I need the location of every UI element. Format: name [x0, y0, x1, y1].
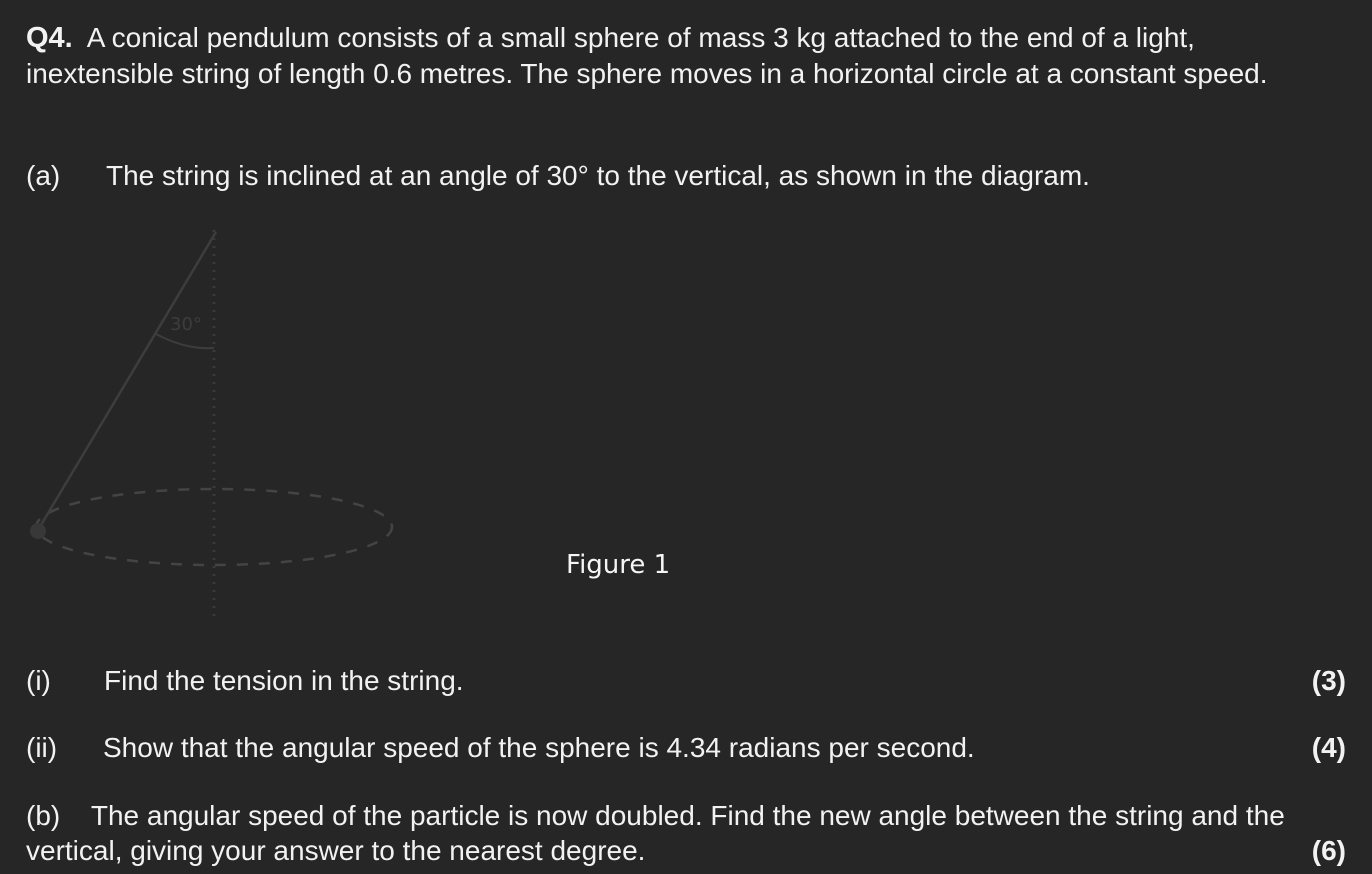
part-a-text: The string is inclined at an angle of 30° to the vertical, as shown in the diagram. [106, 160, 1090, 191]
angle-label: 30° [170, 314, 202, 335]
part-ii-text: Show that the angular speed of the sphere is 4.34 radians per second. [103, 732, 975, 763]
part-ii [26, 730, 975, 765]
pendulum-svg [26, 222, 406, 622]
part-i-marks: (3) [1311, 665, 1346, 696]
part-i-label: (i) [26, 665, 51, 696]
part-b [26, 798, 1346, 868]
pendulum-sphere [30, 523, 46, 539]
pendulum-string [38, 232, 216, 530]
part-a [26, 158, 1090, 193]
part-ii-marks: (4) [1311, 732, 1346, 763]
part-b-text: The angular speed of the particle is now doubled. Find the new angle between the string and the vertical, giving your answer to the nearest degree. [26, 800, 1285, 866]
part-a-label: (a) [26, 160, 61, 191]
figure-caption: Figure 1 [566, 550, 671, 580]
part-b-label: (b) [26, 800, 61, 831]
question-intro [26, 20, 1346, 91]
question-intro-text: A conical pendulum consists of a small sphere of mass 3 kg attached to the end of a light, inextensible string of length 0.6 metres. The sphere moves in a horizontal circle at a constant speed. [26, 22, 1268, 89]
conical-pendulum-diagram [26, 222, 406, 622]
part-ii-label: (ii) [26, 732, 58, 763]
question-number: Q4. [26, 22, 73, 54]
part-i-text: Find the tension in the string. [104, 665, 464, 696]
part-i [26, 663, 464, 698]
angle-arc [156, 334, 214, 348]
part-b-marks: (6) [1311, 835, 1346, 866]
